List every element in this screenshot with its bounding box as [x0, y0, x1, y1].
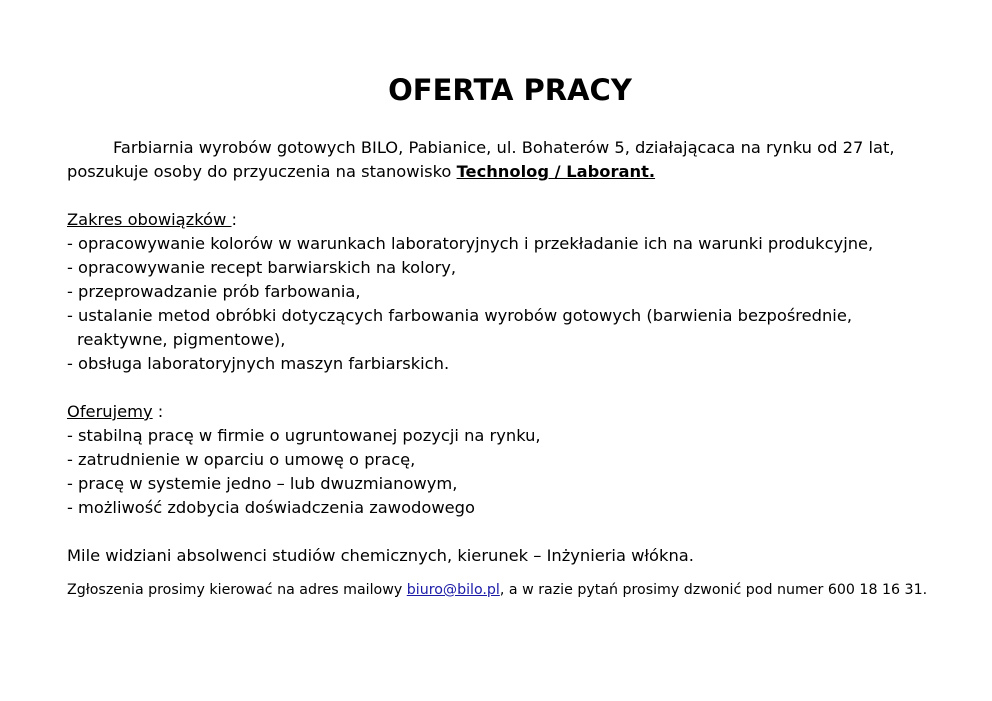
offer-heading-line — [67, 400, 947, 424]
offer-item: - zatrudnienie w oparciu o umowę o pracę, — [67, 450, 416, 469]
page-title: OFERTA PRACY — [388, 73, 632, 107]
offer-section — [67, 400, 947, 520]
intro-paragraph — [67, 136, 947, 184]
offer-item: - możliwość zdobycia doświadczenia zawodowego — [67, 498, 475, 517]
position-name: Technolog / Laborant. — [456, 162, 656, 181]
welcome-line: Mile widziani absolwenci studiów chemicznych, kierunek – Inżynieria włókna. — [67, 546, 694, 565]
duties-heading: Zakres obowiązków — [67, 210, 232, 229]
duty-item: - opracowywanie recept barwiarskich na kolory, — [67, 258, 457, 277]
spacer — [67, 520, 947, 544]
spacer — [67, 184, 947, 208]
duties-heading-suffix: : — [231, 210, 237, 229]
offer-item: - stabilną pracę w firmie o ugruntowanej pozycji na rynku, — [67, 426, 541, 445]
duties-section — [67, 208, 947, 376]
offer-heading: Oferujemy — [67, 402, 153, 421]
contact-text-before: Zgłoszenia prosimy kierować na adres mailowy — [67, 582, 407, 598]
contact-text-after: , a w razie pytań prosimy dzwonić pod numer 600 18 16 31. — [499, 582, 928, 598]
offer-heading-suffix: : — [152, 402, 164, 421]
duty-item: - ustalanie metod obróbki dotyczących farbowania wyrobów gotowych (barwienia bezpośrednie, reaktywne, pigmentowe), — [67, 306, 853, 349]
document-body — [67, 136, 947, 602]
duty-item: - opracowywanie kolorów w warunkach laboratoryjnych i przekładanie ich na warunki produkcyjne, — [67, 234, 874, 253]
duty-item: - przeprowadzanie prób farbowania, — [67, 282, 361, 301]
email-link[interactable]: biuro@bilo.pl — [406, 582, 500, 598]
spacer — [67, 376, 947, 400]
offer-item: - pracę w systemie jedno – lub dwuzmianowym, — [67, 474, 458, 493]
duty-item: - obsługa laboratoryjnych maszyn farbiarskich. — [67, 354, 450, 373]
contact-line — [67, 578, 947, 602]
intro-text: Farbiarnia wyrobów gotowych BILO, Pabianice, ul. Bohaterów 5, działającaca na rynku od 27 lat, poszukuje osoby do przyuczenia na stanowisko — [67, 138, 895, 181]
duties-heading-line — [67, 208, 947, 232]
